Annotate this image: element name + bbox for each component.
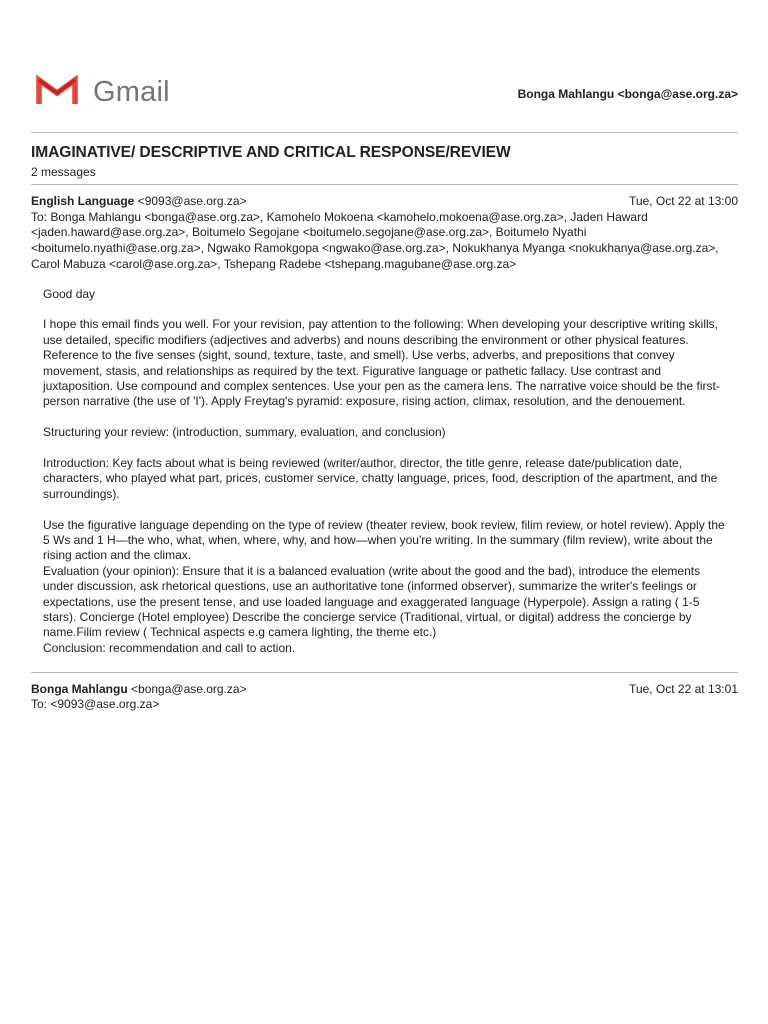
gmail-m-icon xyxy=(36,74,78,108)
sender-email: <9093@ase.org.za> xyxy=(137,194,247,208)
brand-name: Gmail xyxy=(93,76,170,108)
message-header xyxy=(31,185,738,273)
gmail-logo xyxy=(36,74,171,110)
body-paragraph: Structuring your review: (introduction, summary, evaluation, and conclusion) xyxy=(43,425,446,440)
sender-line xyxy=(31,194,738,210)
print-page xyxy=(31,0,738,713)
thread-header xyxy=(31,133,738,185)
message-date: Tue, Oct 22 at 13:00 xyxy=(629,194,738,208)
body-paragraph: Introduction: Key facts about what is being reviewed (writer/author, director, the title genre, release date/publication date, characters, who played what part, prices, customer service, chatty language, prices, food, description of the apartment, and the surroundings). xyxy=(43,455,718,501)
sender-email: <bonga@ase.org.za> xyxy=(131,681,247,696)
sender-name: Bonga Mahlangu xyxy=(31,681,128,696)
recipients: To: Bonga Mahlangu <bonga@ase.org.za>, Kamohelo Mokoena <kamohelo.mokoena@ase.org.za>, Jaden Haward <jaden.haward@ase.org.za>, Boitumelo Segojane <boitumelo.segojane@ase.org.za>, Boitumelo Nyathi <boitumelo.nyathi@ase.org.za>, Ngwako Ramokgopa <ngwako@ase.org.za>, Nokukhanya Myanga <nokukhanya@ase.org.za>, Carol Mabuza <carol@ase.org.za>, Tshepang Radebe <tshepang.magubane@ase.org.za> xyxy=(31,209,719,271)
message-header xyxy=(31,673,738,713)
body-paragraph: Use the figurative language depending on the type of review (theater review, book review, filim review, or hotel review). Apply the 5 Ws and 1 H—the who, what, when, where, why, and how—when you're writing. In the summary (film review), write about the rising action and the climax. Evaluation (your opinion): Ensure that it is a balanced evaluation (write about the good and the bad), introduce the elements under discussion, ask rhetorical questions, use an authoritative tone (informed observer), summarize the writer's feelings or expectations, use the present tense, and use loaded language and exaggerated language (Hyperpole). Assign a rating ( 1-5 stars). Concierge (Hotel employee) Describe the concierge service (Traditional, virtual, or digital) address the concierge by name.Filim review ( Technical aspects e.g camera lighting, the theme etc.) Conclusion: recommendation and call to action. xyxy=(43,517,725,655)
print-header xyxy=(31,0,738,133)
message-date: Tue, Oct 22 at 13:01 xyxy=(629,681,738,696)
sender-line xyxy=(31,682,738,698)
message-body xyxy=(31,273,728,657)
sender-name: English Language xyxy=(31,194,135,208)
message-count: 2 messages xyxy=(31,165,96,179)
body-paragraph: I hope this email finds you well. For your revision, pay attention to the following: When developing your descriptive writing skills, use detailed, specific modifiers (adjectives and adverbs) and nouns describing the environment or other physical features. Reference to the five senses (sight, sound, texture, taste, and smell). Use verbs, adverbs, and prepositions that convey movement, stasis, and relationships as required by the text. Figurative language or pathetic fallacy. Use contrast and juxtaposition. Use compound and complex sentences. Use your pen as the camera lens. The narrative voice should be the first-person narrative (the use of 'I'). Apply Freytag's pyramid: exposure, rising action, climax, resolution, and the denouement. xyxy=(43,317,720,409)
account-label: Bonga Mahlangu <bonga@ase.org.za> xyxy=(517,87,738,101)
recipients: To: <9093@ase.org.za> xyxy=(31,697,160,712)
body-paragraph: Good day xyxy=(43,286,96,301)
message xyxy=(31,673,738,713)
thread-subject: IMAGINATIVE/ DESCRIPTIVE AND CRITICAL RESPONSE/REVIEW xyxy=(31,144,511,161)
message xyxy=(31,185,738,656)
